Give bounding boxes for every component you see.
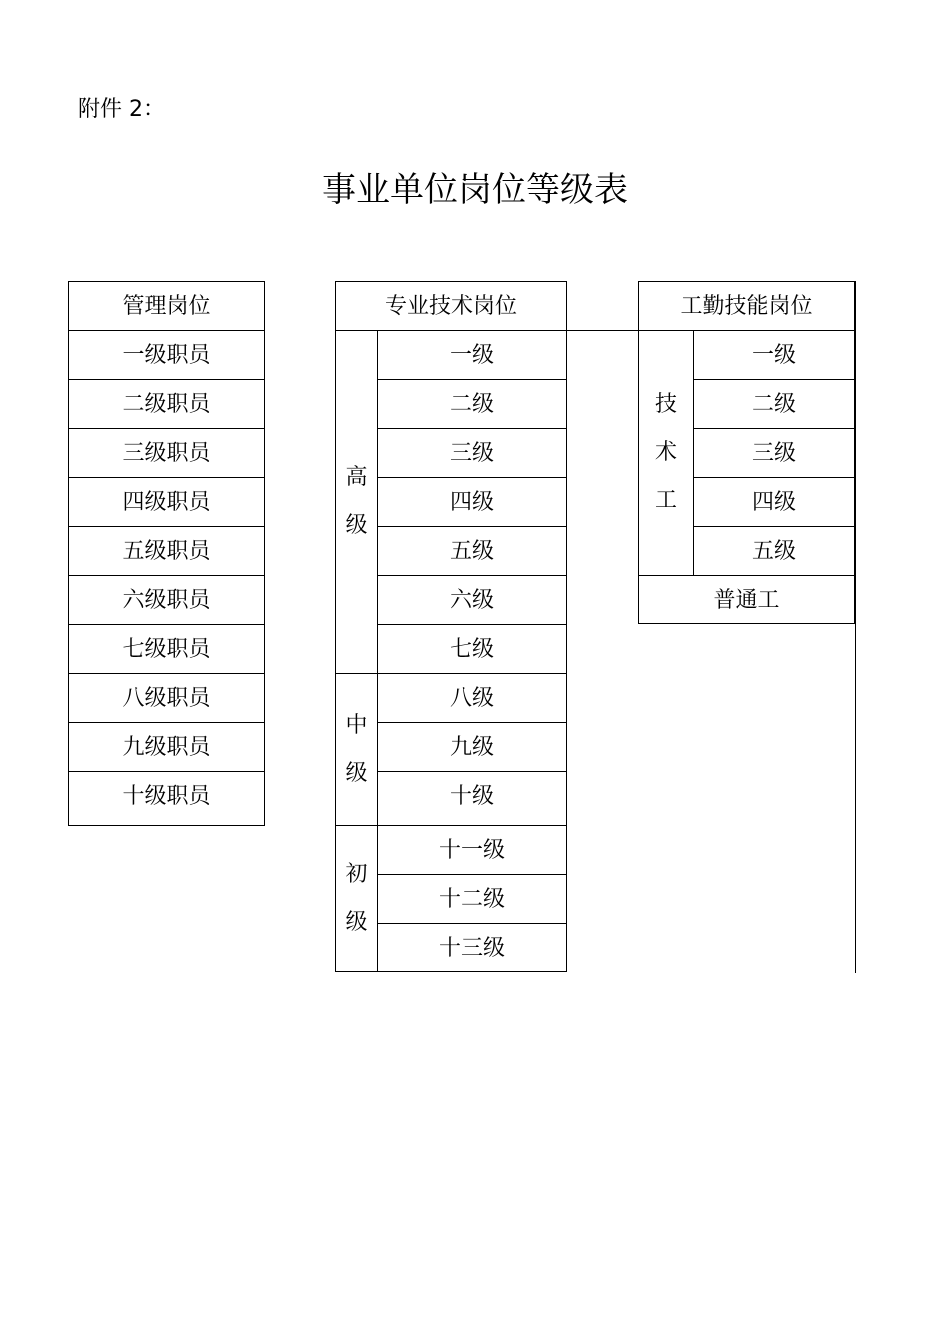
professional-level: 二级	[378, 380, 567, 429]
professional-level: 一级	[378, 331, 567, 380]
technician-level: 一级	[694, 331, 855, 380]
management-table	[68, 281, 265, 826]
page-title: 事业单位岗位等级表	[322, 170, 628, 210]
technician-level: 三级	[694, 429, 855, 478]
management-level: 十级职员	[69, 772, 265, 826]
professional-level: 六级	[378, 576, 567, 625]
professional-level: 十级	[378, 772, 567, 826]
management-level: 四级职员	[69, 478, 265, 527]
group-char: 高	[345, 465, 368, 490]
labor-header: 工勤技能岗位	[639, 282, 855, 331]
management-level: 七级职员	[69, 625, 265, 674]
intermediate-group-label	[336, 674, 378, 826]
professional-level: 四级	[378, 478, 567, 527]
management-level: 八级职员	[69, 674, 265, 723]
group-char: 中	[345, 712, 368, 738]
professional-level: 十三级	[378, 924, 567, 972]
general-worker: 普通工	[639, 576, 855, 624]
technician-level: 二级	[694, 380, 855, 429]
group-char: 级	[345, 909, 368, 935]
professional-level: 十二级	[378, 875, 567, 924]
technician-group-label	[639, 331, 694, 576]
management-level: 九级职员	[69, 723, 265, 772]
technician-level: 五级	[694, 527, 855, 576]
management-level: 一级职员	[69, 331, 265, 380]
labor-table	[638, 281, 855, 624]
group-char: 技	[654, 392, 677, 417]
professional-level: 三级	[378, 429, 567, 478]
management-level: 三级职员	[69, 429, 265, 478]
senior-group-label	[336, 331, 378, 674]
technician-level: 四级	[694, 478, 855, 527]
professional-table	[335, 281, 567, 972]
header-connector-line	[566, 330, 638, 331]
management-header: 管理岗位	[69, 282, 265, 331]
junior-group-label	[336, 826, 378, 972]
management-level: 五级职员	[69, 527, 265, 576]
professional-level: 七级	[378, 625, 567, 674]
professional-level: 九级	[378, 723, 567, 772]
attachment-label: 附件 2：	[78, 97, 165, 122]
group-char: 级	[345, 513, 368, 538]
group-char: 级	[345, 760, 368, 786]
professional-header: 专业技术岗位	[336, 282, 567, 331]
group-char: 工	[654, 488, 677, 513]
group-char: 术	[654, 440, 677, 465]
management-level: 二级职员	[69, 380, 265, 429]
management-level: 六级职员	[69, 576, 265, 625]
professional-level: 五级	[378, 527, 567, 576]
right-border-line	[855, 281, 856, 973]
group-char: 初	[345, 861, 368, 887]
professional-level: 十一级	[378, 826, 567, 875]
professional-level: 八级	[378, 674, 567, 723]
